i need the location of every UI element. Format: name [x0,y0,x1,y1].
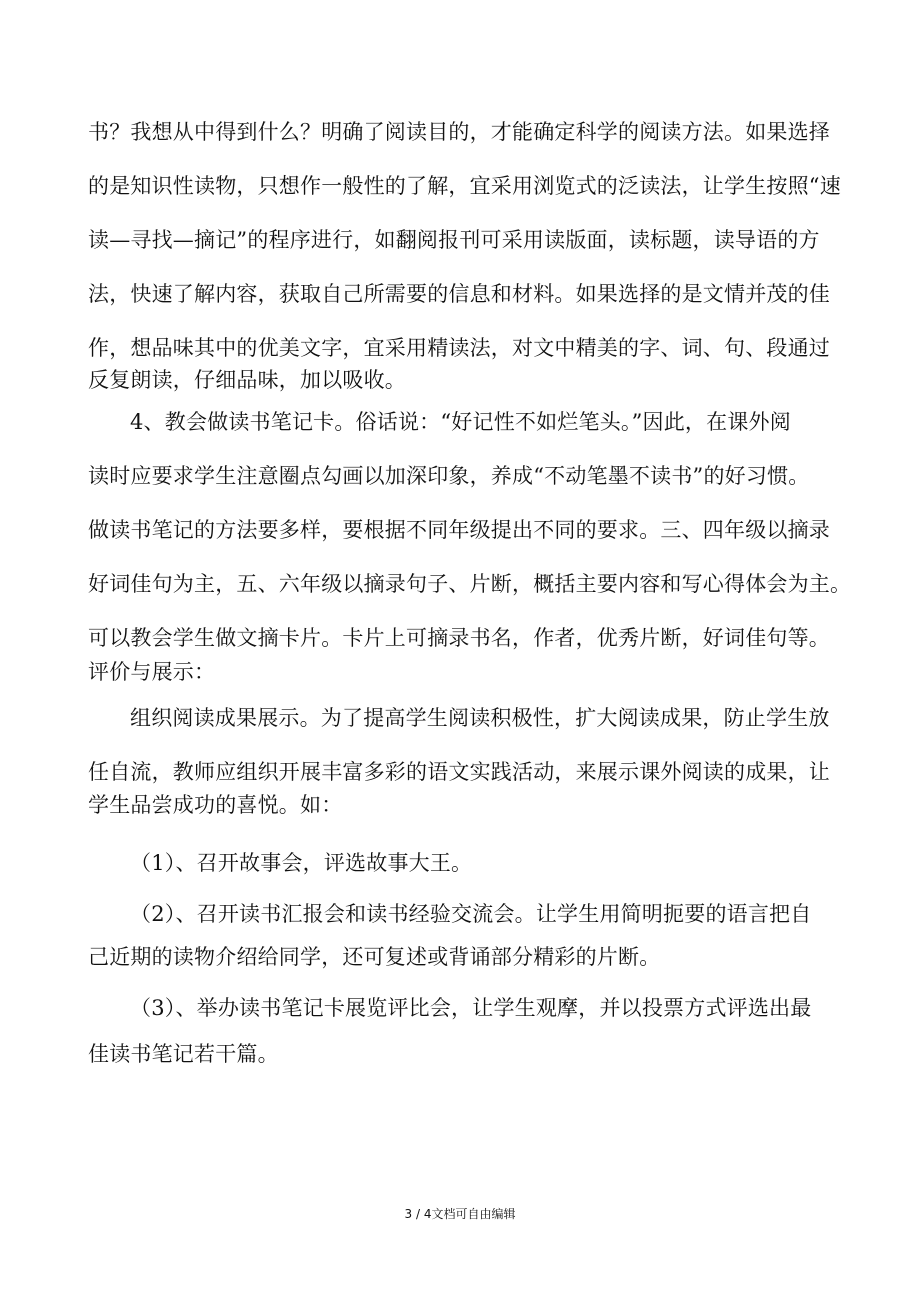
body-text-line: 学生品尝成功的喜悦。如： [88,793,343,817]
body-text-line: 己近期的读物介绍给同学，还可复述或背诵部分精彩的片断。 [88,945,661,969]
body-text-line: 的是知识性读物，只想作一般性的了解，宜采用浏览式的泛读法，让学生按照“速 [88,174,841,198]
body-text-line: 法，快速了解内容，获取自己所需要的信息和材料。如果选择的是文情并茂的佳 [88,282,830,306]
list-item-line: （1）、召开故事会，评选故事大王。 [130,851,473,875]
paragraph-start-line: 4、教会做读书笔记卡。俗话说：“好记性不如烂笔头。”因此，在课外阅 [130,410,791,434]
list-item-line: （3）、举办读书笔记卡展览评比会，让学生观摩，并以投票方式评选出最 [130,996,812,1020]
page-footer: 3 / 4文档可自由编辑 [404,1207,516,1221]
paragraph-start-line: 组织阅读成果展示。为了提高学生阅读积极性，扩大阅读成果，防止学生放 [130,706,830,730]
body-text-line: 做读书笔记的方法要多样，要根据不同年级提出不同的要求。三、四年级以摘录 [88,518,830,542]
body-text-line: 任自流，教师应组织开展丰富多彩的语文实践活动，来展示课外阅读的成果，让 [88,760,830,784]
body-text-line: 作，想品味其中的优美文字，宜采用精读法，对文中精美的字、词、句、段通过 [88,336,830,360]
body-text-line: 读时应要求学生注意圈点勾画以加深印象，养成“不动笔墨不读书”的好习惯。 [88,464,810,488]
body-text-line: 佳读书笔记若干篇。 [88,1042,279,1066]
section-heading: 评价与展示： [88,660,216,684]
body-text-line: 反复朗读，仔细品味，加以吸收。 [88,368,406,392]
list-item-line: （2）、召开读书汇报会和读书经验交流会。让学生用简明扼要的语言把自 [130,902,812,926]
body-text-line: 书？我想从中得到什么？明确了阅读目的，才能确定科学的阅读方法。如果选择 [88,120,830,144]
body-text-line: 可以教会学生做文摘卡片。卡片上可摘录书名，作者，优秀片断，好词佳句等。 [88,626,830,650]
body-text-line: 好词佳句为主，五、六年级以摘录句子、片断，概括主要内容和写心得体会为主。 [88,572,852,596]
body-text-line: 读—寻找—摘记”的程序进行，如翻阅报刊可采用读版面，读标题，读导语的方 [88,228,820,252]
